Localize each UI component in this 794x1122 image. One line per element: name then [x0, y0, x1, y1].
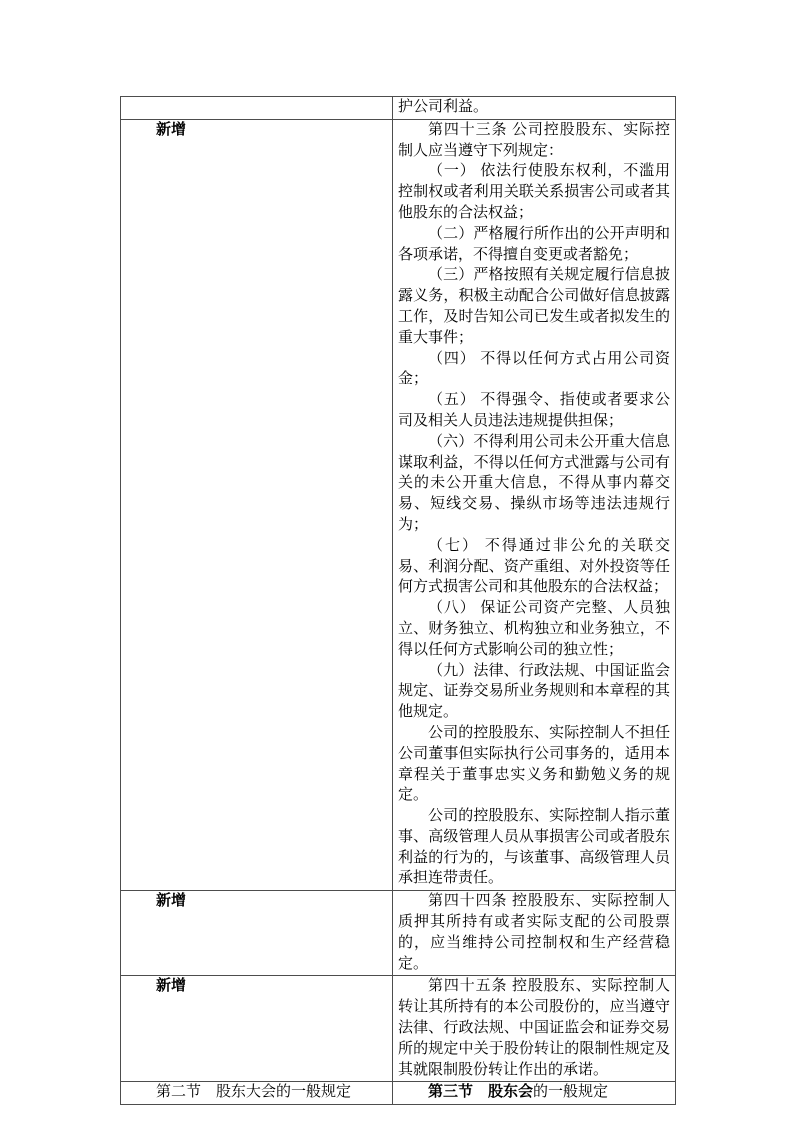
paragraph: 第四十三条 公司控股股东、实际控制人应当遵守下列规定： [398, 121, 670, 159]
right-cell [393, 97, 676, 120]
paragraph: （一） 依法行使股东权利，不滥用控制权或者利用关联关系损害公司或者其他股东的合法权益； [398, 163, 670, 221]
paragraph: 第二节 股东大会的一般规定 [156, 1084, 352, 1101]
table-row [121, 976, 676, 1082]
paragraph: 公司的控股股东、实际控制人指示董事、高级管理人员从事损害公司或者股东利益的行为的，与该董事、高级管理人员承担连带责任。 [398, 808, 670, 887]
paragraph: （六）不得利用公司未公开重大信息谋取利益，不得以任何方式泄露与公司有关的未公开重大信息，不得从事内幕交易、短线交易、操纵市场等违法违规行为； [398, 433, 670, 533]
comparison-table-body [121, 97, 676, 1105]
table-row [121, 119, 676, 890]
paragraph: （八） 保证公司资产完整、人员独立、财务独立、机构独立和业务独立，不得以任何方式影响公司的独立性； [398, 600, 670, 658]
left-cell [121, 976, 393, 1082]
left-cell [121, 1082, 393, 1105]
left-cell [121, 97, 393, 120]
paragraph: （七） 不得通过非公允的关联交易、利润分配、资产重组、对外投资等任何方式损害公司和其他股东的合法权益； [398, 537, 670, 596]
paragraph: 第三节 股东会的一般规定 [428, 1084, 609, 1101]
paragraph: （三）严格按照有关规定履行信息披露义务，积极主动配合公司做好信息披露工作，及时告知公司已发生或者拟发生的重大事件； [398, 267, 670, 346]
right-cell [393, 119, 676, 890]
paragraph: 新增 [156, 121, 187, 138]
paragraph: （九）法律、行政法规、中国证监会规定、证券交易所业务规则和本章程的其他规定。 [398, 662, 670, 721]
paragraph: （五） 不得强令、指使或者要求公司及相关人员违法违规提供担保； [398, 392, 670, 429]
paragraph: 新增 [156, 893, 187, 910]
table-row [121, 1082, 676, 1105]
paragraph: 护公司利益。 [398, 99, 489, 115]
right-cell [393, 891, 676, 976]
comparison-table [120, 96, 676, 1105]
paragraph: 第四十五条 控股股东、实际控制人转让其所持有的本公司股份的，应当遵守法律、行政法规、中国证监会和证券交易所的规定中关于股份转让的限制性规定及其就限制股份转让作出的承诺。 [398, 978, 670, 1078]
paragraph: 新增 [156, 978, 187, 995]
section-heading-bold: 第三节 股东会 [428, 1084, 534, 1101]
left-cell [121, 891, 393, 976]
right-cell [393, 1082, 676, 1105]
right-cell [393, 976, 676, 1082]
paragraph: （二）严格履行所作出的公开声明和各项承诺，不得擅自变更或者豁免； [398, 225, 670, 263]
table-row [121, 891, 676, 976]
left-cell [121, 119, 393, 890]
paragraph: 公司的控股股东、实际控制人不担任公司董事但实际执行公司事务的，适用本章程关于董事忠实义务和勤勉义务的规定。 [398, 724, 670, 804]
paragraph: （四） 不得以任何方式占用公司资金； [398, 350, 670, 388]
table-row [121, 97, 676, 120]
paragraph: 第四十四条 控股股东、实际控制人质押其所持有或者实际支配的公司股票的，应当维持公司控制权和生产经营稳定。 [398, 893, 670, 972]
